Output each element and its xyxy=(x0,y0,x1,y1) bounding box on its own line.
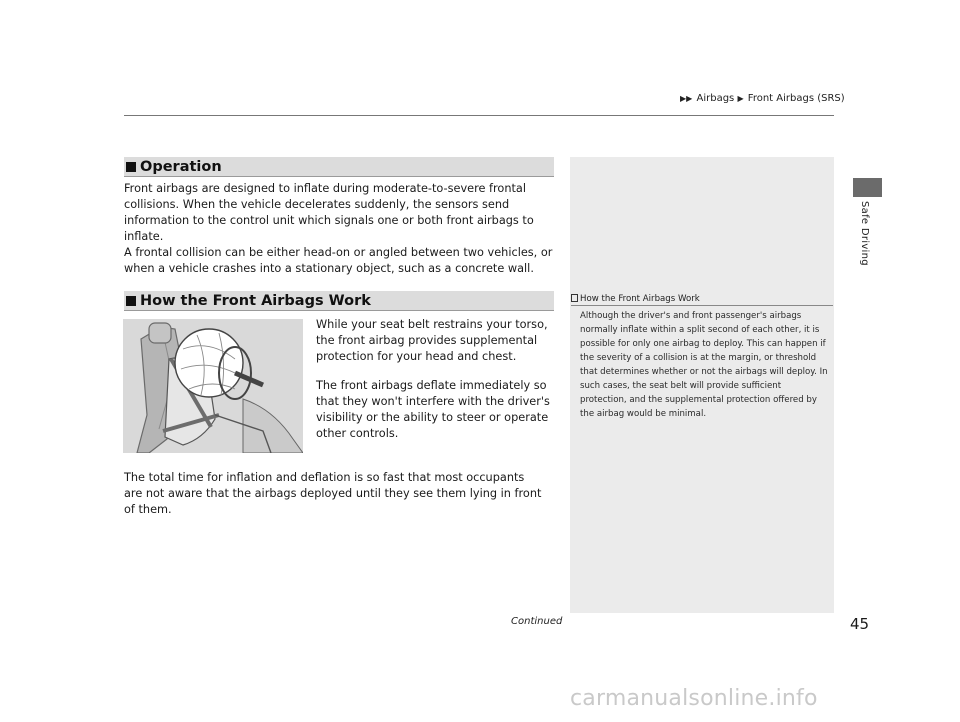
watermark: carmanualsonline.info xyxy=(570,686,818,711)
square-bullet-icon xyxy=(126,162,136,172)
header-divider xyxy=(124,115,834,116)
breadcrumb-item-airbags[interactable]: Airbags xyxy=(696,93,735,104)
section-heading-operation xyxy=(124,157,554,177)
breadcrumb xyxy=(680,93,845,104)
operation-paragraph-2: A frontal collision can be either head-on or angled between two vehicles, or when a vehicle crashes into a stationary object, such as a concrete wall. xyxy=(124,246,553,275)
page-number: 45 xyxy=(850,615,870,633)
breadcrumb-arrow-icon: ▶▶ xyxy=(680,94,693,103)
airbag-illustration xyxy=(123,319,303,453)
sidebar-note-body: Although the driver's and front passenger's airbags normally inflate within a split second of each other, it is possible for only one airbag to deploy. This can happen if the severity of a collision is at the margin, or threshold that determines whether or not the airbags will deploy. In such cases, the seat belt will provide sufficient protection, and the supplemental protection offered by the airbag would be minimal. xyxy=(580,311,828,419)
section-tab-marker xyxy=(853,178,882,197)
continued-label: Continued xyxy=(511,616,563,627)
section-heading-text: How the Front Airbags Work xyxy=(140,293,371,309)
how-airbags-work-paragraph-2: The front airbags deflate immediately so that they won't interfere with the driver's visibility or the ability to steer or operate other controls. xyxy=(316,379,550,440)
section-tab-label: Safe Driving xyxy=(859,201,870,266)
breadcrumb-arrow-icon: ▶ xyxy=(737,94,744,103)
section-heading-text: Operation xyxy=(140,159,222,175)
sidebar-note-title-text: How the Front Airbags Work xyxy=(580,294,700,304)
sidebar-note-title xyxy=(571,294,833,306)
operation-paragraph-1: Front airbags are designed to inflate during moderate-to-severe frontal collisions. When the vehicle decelerates suddenly, the sensors send information to the control unit which signals one or both front airbags to inflate. xyxy=(124,182,534,243)
note-marker-icon xyxy=(571,294,578,302)
square-bullet-icon xyxy=(126,296,136,306)
breadcrumb-item-front-airbags[interactable]: Front Airbags (SRS) xyxy=(747,93,845,104)
how-airbags-work-paragraph-1: While your seat belt restrains your torso, the front airbag provides supplemental protection for your head and chest. xyxy=(316,318,548,363)
section-heading-how-airbags-work xyxy=(124,291,554,311)
how-airbags-work-paragraph-3: The total time for inflation and deflation is so fast that most occupants are not aware that the airbags deployed until they see them lying in front of them. xyxy=(124,471,542,516)
